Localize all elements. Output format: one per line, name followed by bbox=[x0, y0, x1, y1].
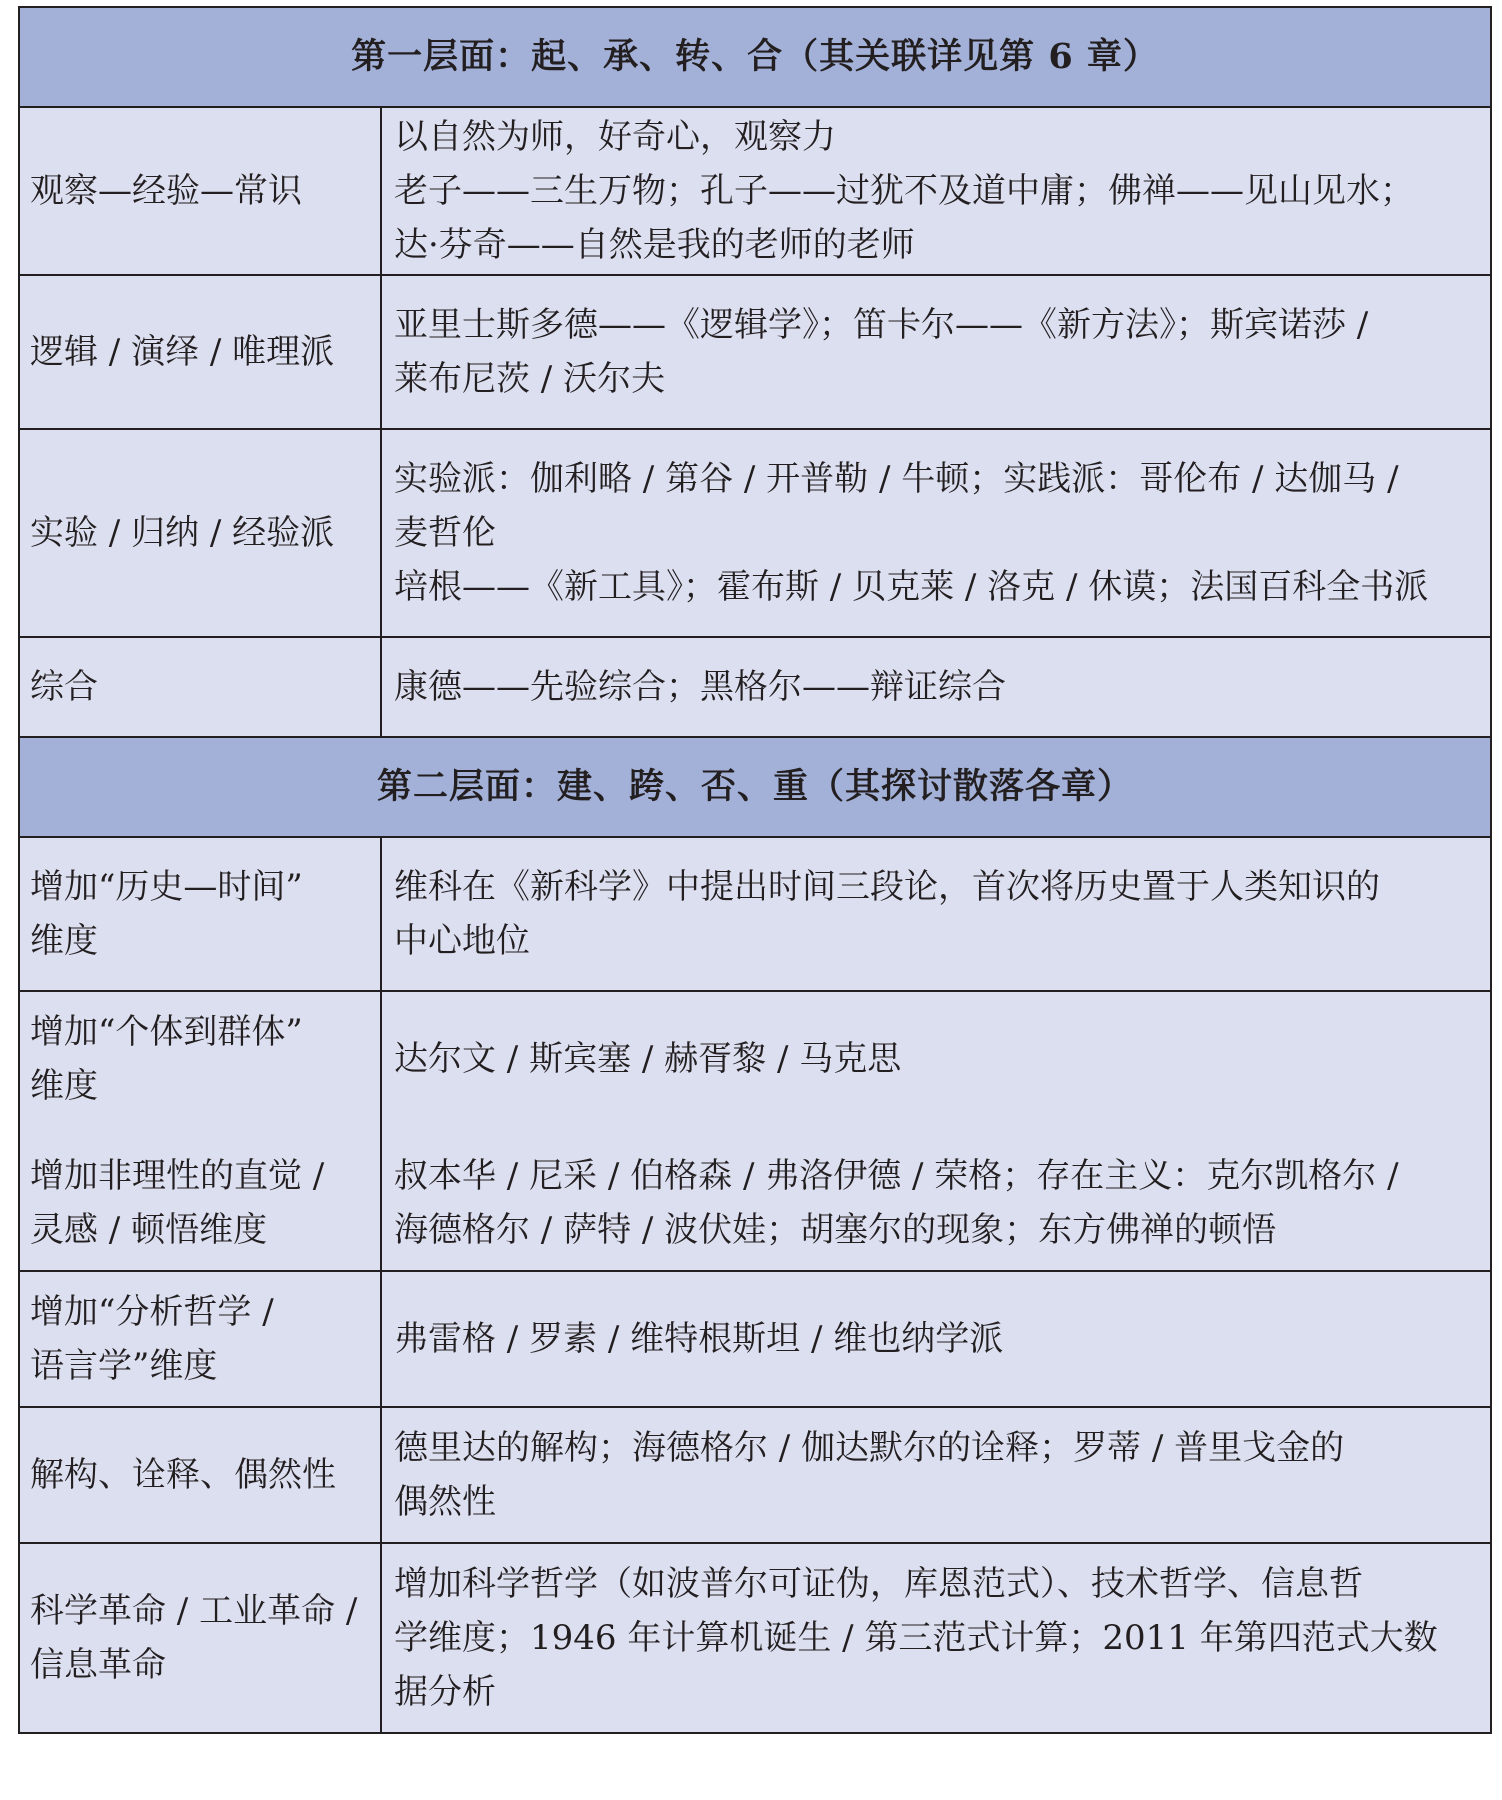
content-line: 以自然为师，好奇心，观察力 bbox=[394, 117, 836, 157]
section-1-header-row bbox=[19, 7, 1491, 107]
table-row bbox=[19, 1407, 1491, 1543]
table-row bbox=[19, 429, 1491, 637]
content-line: 培根——《新工具》；霍布斯 / 贝克莱 / 洛克 / 休谟；法国百科全书派 bbox=[394, 567, 1429, 607]
label-line: 维度 bbox=[30, 1066, 98, 1106]
row-content bbox=[381, 275, 1491, 429]
row-content bbox=[381, 637, 1491, 737]
label-line: 增加非理性的直觉 / bbox=[30, 1156, 325, 1196]
label-line: 维度 bbox=[30, 921, 98, 961]
content-line: 达尔文 / 斯宾塞 / 赫胥黎 / 马克思 bbox=[394, 1039, 902, 1079]
row-label bbox=[19, 1271, 381, 1407]
row-label: 观察—经验—常识 bbox=[19, 107, 381, 275]
section-2-header-row bbox=[19, 737, 1491, 837]
content-line: 海德格尔 / 萨特 / 波伏娃；胡塞尔的现象；东方佛禅的顿悟 bbox=[394, 1210, 1277, 1250]
table-row bbox=[19, 637, 1491, 737]
row-content bbox=[381, 837, 1491, 991]
table-row bbox=[19, 1271, 1491, 1407]
row-content bbox=[381, 1543, 1491, 1733]
content-line: 维科在《新科学》中提出时间三段论，首次将历史置于人类知识的 bbox=[394, 867, 1380, 907]
spacer bbox=[394, 1086, 1480, 1149]
row-content bbox=[381, 107, 1491, 275]
row-label bbox=[19, 1543, 381, 1733]
row-label bbox=[19, 991, 381, 1271]
table-row bbox=[19, 837, 1491, 991]
row-content bbox=[381, 991, 1491, 1271]
content-line: 据分析 bbox=[394, 1672, 496, 1712]
table-row bbox=[19, 107, 1491, 275]
content-line: 老子——三生万物；孔子——过犹不及道中庸；佛禅——见山见水； bbox=[394, 171, 1414, 211]
label-line: 语言学”维度 bbox=[30, 1346, 218, 1386]
content-line: 莱布尼茨 / 沃尔夫 bbox=[394, 359, 666, 399]
comparison-table-container bbox=[18, 6, 1490, 1734]
row-content bbox=[381, 1407, 1491, 1543]
label-line: 信息革命 bbox=[30, 1645, 166, 1685]
content-line: 达·芬奇——自然是我的老师的老师 bbox=[394, 225, 915, 265]
table-row bbox=[19, 1543, 1491, 1733]
spacer bbox=[394, 1005, 1480, 1032]
content-line: 麦哲伦 bbox=[394, 513, 496, 553]
label-line: 增加“个体到群体” bbox=[30, 1012, 303, 1052]
row-label: 综合 bbox=[19, 637, 381, 737]
content-line: 中心地位 bbox=[394, 921, 530, 961]
philosophy-dimensions-table bbox=[18, 6, 1492, 1734]
label-line: 灵感 / 顿悟维度 bbox=[30, 1210, 268, 1250]
content-line: 偶然性 bbox=[394, 1482, 496, 1522]
label-line: 增加“历史—时间” bbox=[30, 867, 303, 907]
label-line: 解构、诠释、偶然性 bbox=[30, 1455, 336, 1495]
content-line: 实验派：伽利略 / 第谷 / 开普勒 / 牛顿；实践派：哥伦布 / 达伽马 / bbox=[394, 459, 1399, 499]
spacer bbox=[30, 1113, 372, 1149]
content-line: 弗雷格 / 罗素 / 维特根斯坦 / 维也纳学派 bbox=[394, 1319, 1004, 1359]
section-1-header: 第一层面：起、承、转、合（其关联详见第 6 章） bbox=[19, 7, 1491, 107]
table-row bbox=[19, 275, 1491, 429]
table-row bbox=[19, 991, 1491, 1271]
row-label: 实验 / 归纳 / 经验派 bbox=[19, 429, 381, 637]
section-2-header: 第二层面：建、跨、否、重（其探讨散落各章） bbox=[19, 737, 1491, 837]
row-label bbox=[19, 837, 381, 991]
content-line: 亚里士斯多德——《逻辑学》；笛卡尔——《新方法》；斯宾诺莎 / bbox=[394, 305, 1369, 345]
row-content bbox=[381, 1271, 1491, 1407]
label-line: 科学革命 / 工业革命 / bbox=[30, 1591, 358, 1631]
content-line: 叔本华 / 尼采 / 伯格森 / 弗洛伊德 / 荣格；存在主义：克尔凯格尔 / bbox=[394, 1156, 1399, 1196]
content-line: 增加科学哲学（如波普尔可证伪，库恩范式）、技术哲学、信息哲 bbox=[394, 1564, 1363, 1604]
row-content bbox=[381, 429, 1491, 637]
content-line: 学维度；1946 年计算机诞生 / 第三范式计算；2011 年第四范式大数 bbox=[394, 1618, 1438, 1658]
content-line: 康德——先验综合；黑格尔——辩证综合 bbox=[394, 667, 1006, 707]
label-line: 增加“分析哲学 / bbox=[30, 1292, 274, 1332]
row-label: 逻辑 / 演绎 / 唯理派 bbox=[19, 275, 381, 429]
row-label bbox=[19, 1407, 381, 1543]
content-line: 德里达的解构；海德格尔 / 伽达默尔的诠释；罗蒂 / 普里戈金的 bbox=[394, 1428, 1345, 1468]
